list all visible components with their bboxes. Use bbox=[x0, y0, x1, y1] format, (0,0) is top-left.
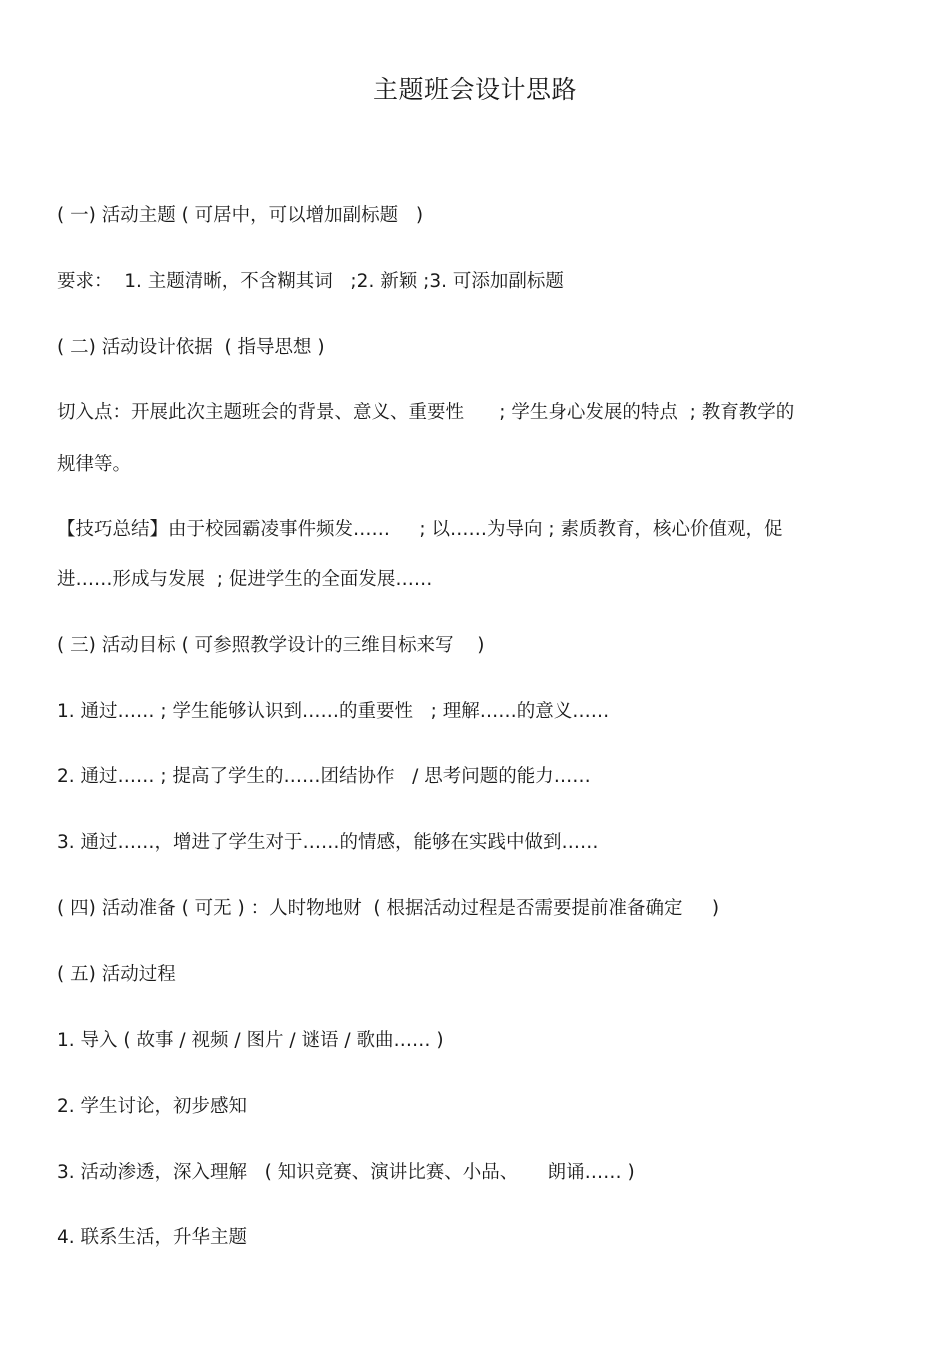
section-2-tips-cont: 进……形成与发展 ; 促进学生的全面发展…… bbox=[57, 569, 433, 590]
section-3-item-2: 2. 通过…… ; 提高了学生的……团结协作 / 思考问题的能力…… bbox=[57, 766, 591, 787]
section-2-entry-point: 切入点：开展此次主题班会的背景、意义、重要性 ; 学生身心发展的特点 ; 教育教学的 bbox=[57, 402, 795, 423]
section-1-requirements: 要求： 1. 主题清晰，不含糊其词 ;2. 新颖 ;3. 可添加副标题 bbox=[57, 271, 564, 292]
section-5-item-1: 1. 导入 ( 故事 / 视频 / 图片 / 谜语 / 歌曲…… ) bbox=[57, 1030, 444, 1051]
section-5-item-4: 4. 联系生活，升华主题 bbox=[57, 1227, 248, 1248]
section-3-item-1: 1. 通过…… ; 学生能够认识到……的重要性 ; 理解……的意义…… bbox=[57, 701, 610, 722]
section-5-heading: ( 五) 活动过程 bbox=[57, 964, 176, 985]
section-3-item-3: 3. 通过……，增进了学生对于……的情感，能够在实践中做到…… bbox=[57, 832, 599, 853]
section-2-heading: ( 二) 活动设计依据 ( 指导思想 ) bbox=[57, 337, 325, 358]
section-2-tips: 【技巧总结】由于校园霸凌事件频发…… ; 以……为导向 ; 素质教育，核心价值观，促 bbox=[57, 519, 783, 540]
page-title: 主题班会设计思路 bbox=[372, 75, 577, 104]
section-4-heading: ( 四) 活动准备 ( 可无 ) ：人时物地财 ( 根据活动过程是否需要提前准备确定 ) bbox=[57, 898, 720, 919]
section-1-heading: ( 一) 活动主题 ( 可居中，可以增加副标题 ) bbox=[57, 205, 424, 226]
section-5-item-3: 3. 活动渗透，深入理解 ( 知识竞赛、演讲比赛、小品、 朗诵…… ) bbox=[57, 1162, 635, 1183]
section-5-item-2: 2. 学生讨论，初步感知 bbox=[57, 1096, 248, 1117]
section-3-heading: ( 三) 活动目标 ( 可参照教学设计的三维目标来写 ) bbox=[57, 635, 485, 656]
section-2-entry-point-cont: 规律等。 bbox=[57, 454, 132, 475]
